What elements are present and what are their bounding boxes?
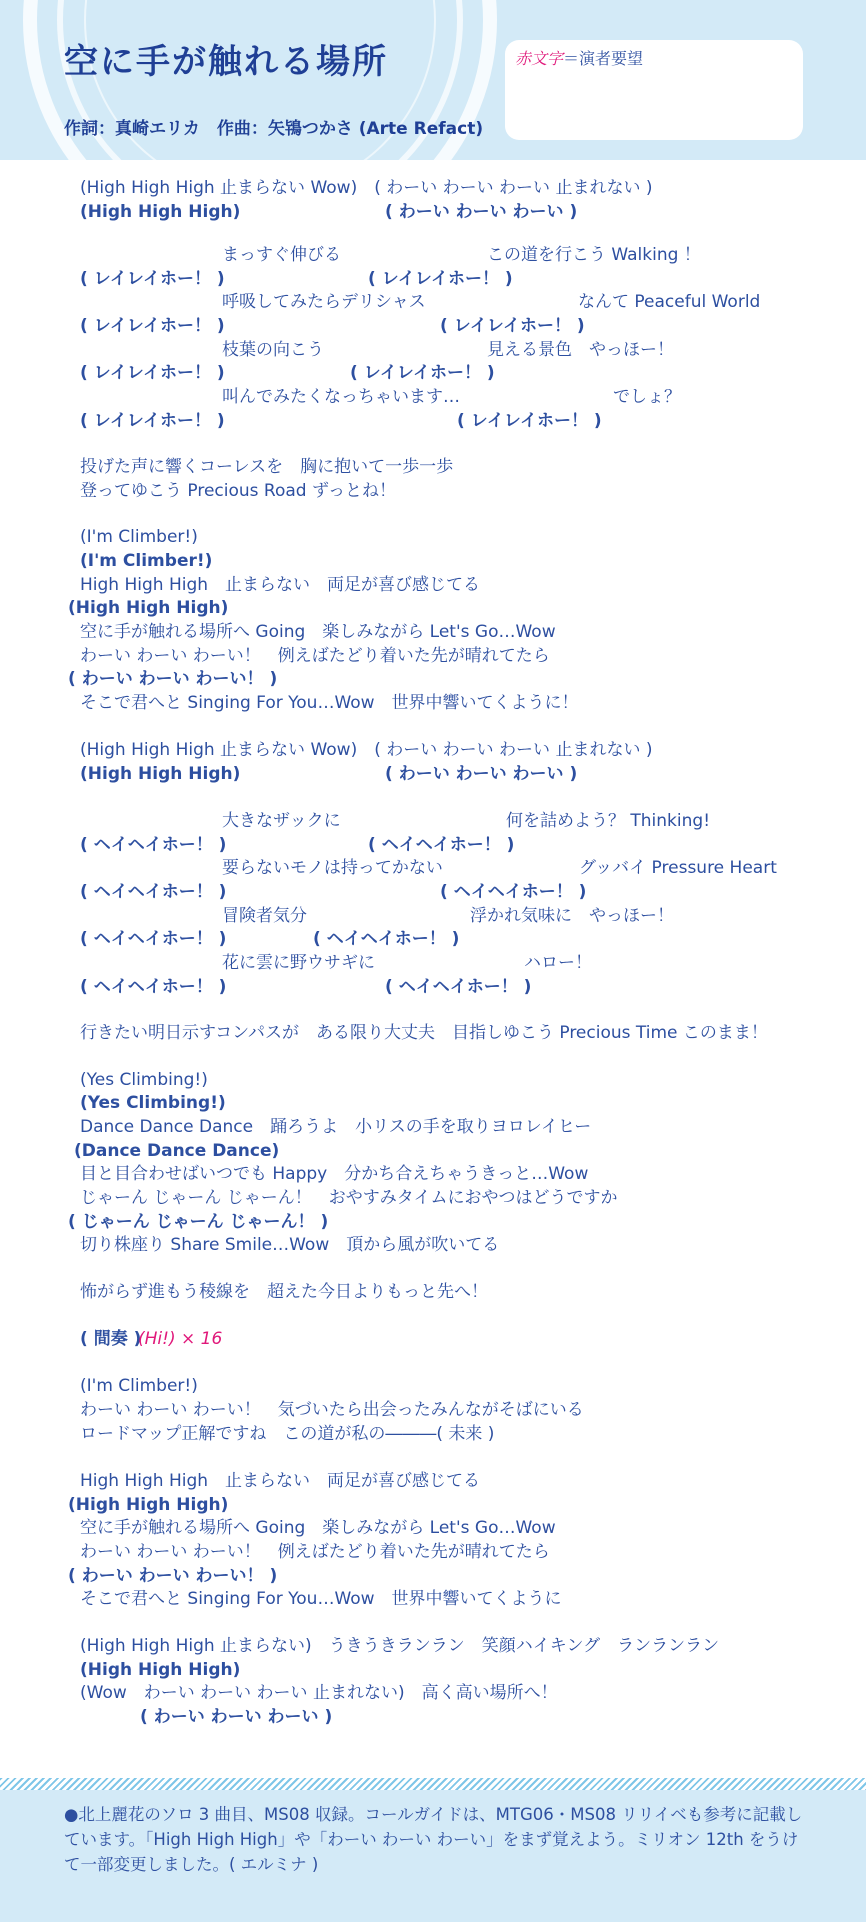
lyric-text: グッバイ Pressure Heart [579,858,777,878]
lyric-text: High High High 止まらない 両足が喜び感じてる [80,1471,481,1491]
lyric-line [0,1705,866,1729]
lyric-line [0,573,866,597]
lyric-line [0,267,866,291]
lyric-text: 叫んでみたくなっちゃいます… [222,387,460,407]
lyric-text: この道を行こう Walking ！ [487,245,701,265]
call-response-text: ( じゃーん じゃーん じゃーん！ ) [68,1212,329,1232]
lyric-text: 目と目合わせばいつでも Happy 分かち合えちゃうきっと…Wow [80,1164,589,1184]
lyric-line [0,409,866,433]
lyric-text: ハロー！ [524,953,592,973]
lyric-line [0,1516,866,1540]
lyric-text: そこで君へと Singing For You…Wow 世界中響いてくように！ [80,693,579,713]
footer-divider [0,1778,866,1790]
lyric-line [0,880,866,904]
lyric-text: わーい わーい わーい！ 気づいたら出会ったみんながそばにいる [80,1400,584,1420]
lyric-text: なんて Peaceful World [578,292,761,312]
lyric-line [0,833,866,857]
lyric-text: わーい わーい わーい！ 例えばたどり着いた先が晴れてたら [80,1542,550,1562]
header-banner [0,0,866,160]
lyric-text: (High High High 止まらない Wow) ( わーい わーい わーい 止まれない ) [80,178,653,198]
lyric-text: 行きたい明日示すコンパスが ある限り大丈夫 目指しゆこう Precious Time このまま！ [80,1023,768,1043]
lyric-text: 登ってゆこう Precious Road ずっとね！ [80,481,396,501]
performer-request-text: (Hi!) × 16 [138,1329,223,1349]
lyric-line [0,455,866,479]
lyric-line [0,620,866,644]
lyric-line [0,762,866,786]
lyric-text: 空に手が触れる場所へ Going 楽しみながら Let's Go…Wow [80,1518,556,1538]
call-response-text: ( ヘイヘイホー！ ) [80,882,227,902]
call-response-text: (High High High) [68,598,229,618]
lyric-text: 冒険者気分 [222,906,307,926]
lyric-line [0,738,866,762]
lyric-text: まっすぐ伸びる [222,245,341,265]
call-response-text: (High High High) [80,764,241,784]
lyric-line [0,479,866,503]
lyric-line [0,1115,866,1139]
call-response-text: ( レイレイホー！ ) [440,316,585,336]
call-response-text: ( ヘイヘイホー！ ) [80,835,227,855]
legend-box [505,40,803,140]
call-response-text: (High High High) [80,1660,241,1680]
call-response-text: (I'm Climber!) [80,551,213,571]
lyric-line [0,338,866,362]
legend-description: ＝演者要望 [563,49,644,68]
call-response-text: ( ヘイヘイホー！ ) [368,835,515,855]
call-response-text: ( わーい わーい わーい ) [385,202,578,222]
call-response-text: ( ヘイヘイホー！ ) [313,929,460,949]
lyric-text: でしょ？ [613,387,681,407]
call-response-text: ( わーい わーい わーい ) [140,1707,333,1727]
call-response-text: ( ヘイヘイホー！ ) [80,929,227,949]
call-response-text: ( ヘイヘイホー！ ) [440,882,587,902]
lyric-text: 空に手が触れる場所へ Going 楽しみながら Let's Go…Wow [80,622,556,642]
lyric-line [0,1374,866,1398]
lyric-line [0,1186,866,1210]
call-response-text: ( ヘイヘイホー！ ) [80,977,227,997]
lyric-text: 何を詰めよう？ Thinking! [506,811,711,831]
lyric-line [0,1681,866,1705]
lyric-line [0,856,866,880]
call-response-text: (Dance Dance Dance) [74,1141,280,1161]
lyric-text: 花に雲に野ウサギに [222,953,375,973]
lyric-text: (High High High 止まらない Wow) ( わーい わーい わーい 止まれない ) [80,740,653,760]
lyric-line [0,1564,866,1588]
song-title: 空に手が触れる場所 [64,42,388,82]
lyric-line [0,1540,866,1564]
lyric-line [0,1493,866,1517]
call-response-text: ( レイレイホー！ ) [80,269,225,289]
lyric-line [0,809,866,833]
call-response-text: ( レイレイホー！ ) [80,363,225,383]
lyric-text: (I'm Climber!) [80,527,198,547]
lyric-line [0,644,866,668]
lyric-line [0,596,866,620]
lyric-text: (I'm Climber!) [80,1376,198,1396]
lyric-line [0,1398,866,1422]
lyric-text: High High High 止まらない 両足が喜び感じてる [80,575,481,595]
lyric-text: 投げた声に響くコーレスを 胸に抱いて一歩一歩 [80,457,454,477]
lyric-text: ロードマップ正解ですね この道が私の―――( 未来 ) [80,1424,495,1444]
lyric-line [0,904,866,928]
lyric-text: (Wow わーい わーい わーい 止まれない) 高く高い場所へ！ [80,1683,558,1703]
lyric-line [0,1469,866,1493]
lyric-text: 見える景色 やっほー！ [487,340,674,360]
call-response-text: (Yes Climbing!) [80,1093,226,1113]
lyric-line [0,1233,866,1257]
lyric-line [0,200,866,224]
call-response-text: ( レイレイホー！ ) [350,363,495,383]
call-response-text: ( わーい わーい わーい！ ) [68,1566,278,1586]
lyric-line [0,1021,866,1045]
call-response-text: ( 間奏 ) [80,1329,142,1349]
lyric-line [0,1658,866,1682]
lyric-text: 大きなザックに [222,811,341,831]
lyric-text: (Yes Climbing!) [80,1070,208,1090]
lyric-line [0,176,866,200]
lyric-line [0,1280,866,1304]
lyric-line [0,1327,866,1351]
lyric-line [0,385,866,409]
call-response-text: ( レイレイホー！ ) [80,411,225,431]
lyric-line [0,1162,866,1186]
lyric-line [0,1210,866,1234]
call-response-text: ( ヘイヘイホー！ ) [385,977,532,997]
call-response-text: ( レイレイホー！ ) [80,316,225,336]
footer-note: ●北上麗花のソロ 3 曲目、MS08 収録。コールガイドは、MTG06・MS08 リリイベも参考に記載しています。「High High High」や「わーい わーい わーい」をまず覚えよう。ミリオン 12th をうけて一部変更しました。( エルミナ ) [64,1805,803,1874]
lyric-text: じゃーん じゃーん じゃーん！ おやすみタイムにおやつはどうですか [80,1188,618,1208]
lyric-text: 怖がらず進もう稜線を 超えた今日よりもっと先へ！ [80,1282,488,1302]
call-response-text: ( レイレイホー！ ) [368,269,513,289]
lyric-text: 切り株座り Share Smile…Wow 頂から風が吹いてる [80,1235,500,1255]
lyric-line [0,549,866,573]
lyric-line [0,1068,866,1092]
legend-red-label: 赤文字 [515,49,564,68]
lyric-text: そこで君へと Singing For You…Wow 世界中響いてくように [80,1589,562,1609]
lyric-text: わーい わーい わーい！ 例えばたどり着いた先が晴れてたら [80,646,550,666]
lyric-line [0,1422,866,1446]
lyric-line [0,525,866,549]
lyric-line [0,314,866,338]
lyric-line [0,1634,866,1658]
call-response-text: ( レイレイホー！ ) [457,411,602,431]
call-response-text: ( わーい わーい わーい！ ) [68,669,278,689]
call-response-text: (High High High) [68,1495,229,1515]
lyric-line [0,361,866,385]
lyric-line [0,1139,866,1163]
song-credits: 作詞：真崎エリカ 作曲：矢鴇つかさ (Arte Refact) [64,119,484,139]
lyric-line [0,951,866,975]
lyric-text: 枝葉の向こう [222,340,324,360]
lyric-line [0,691,866,715]
call-response-text: ( わーい わーい わーい ) [385,764,578,784]
lyric-line [0,975,866,999]
lyric-text: 要らないモノは持ってかない [222,858,443,878]
lyric-text: Dance Dance Dance 踊ろうよ 小リスの手を取りヨロレイヒー [80,1117,592,1137]
lyric-line [0,243,866,267]
lyric-line [0,667,866,691]
footer-note-panel [0,1790,866,1922]
lyric-line [0,290,866,314]
lyric-line [0,927,866,951]
call-response-text: (High High High) [80,202,241,222]
lyric-line [0,1091,866,1115]
lyric-text: 浮かれ気味に やっほー！ [470,906,674,926]
lyric-line [0,1587,866,1611]
legend-text [515,46,643,69]
lyric-text: 呼吸してみたらデリシャス [222,292,426,312]
lyric-text: (High High High 止まらない) うきうきランラン 笑顔ハイキング ランランラン [80,1636,720,1656]
